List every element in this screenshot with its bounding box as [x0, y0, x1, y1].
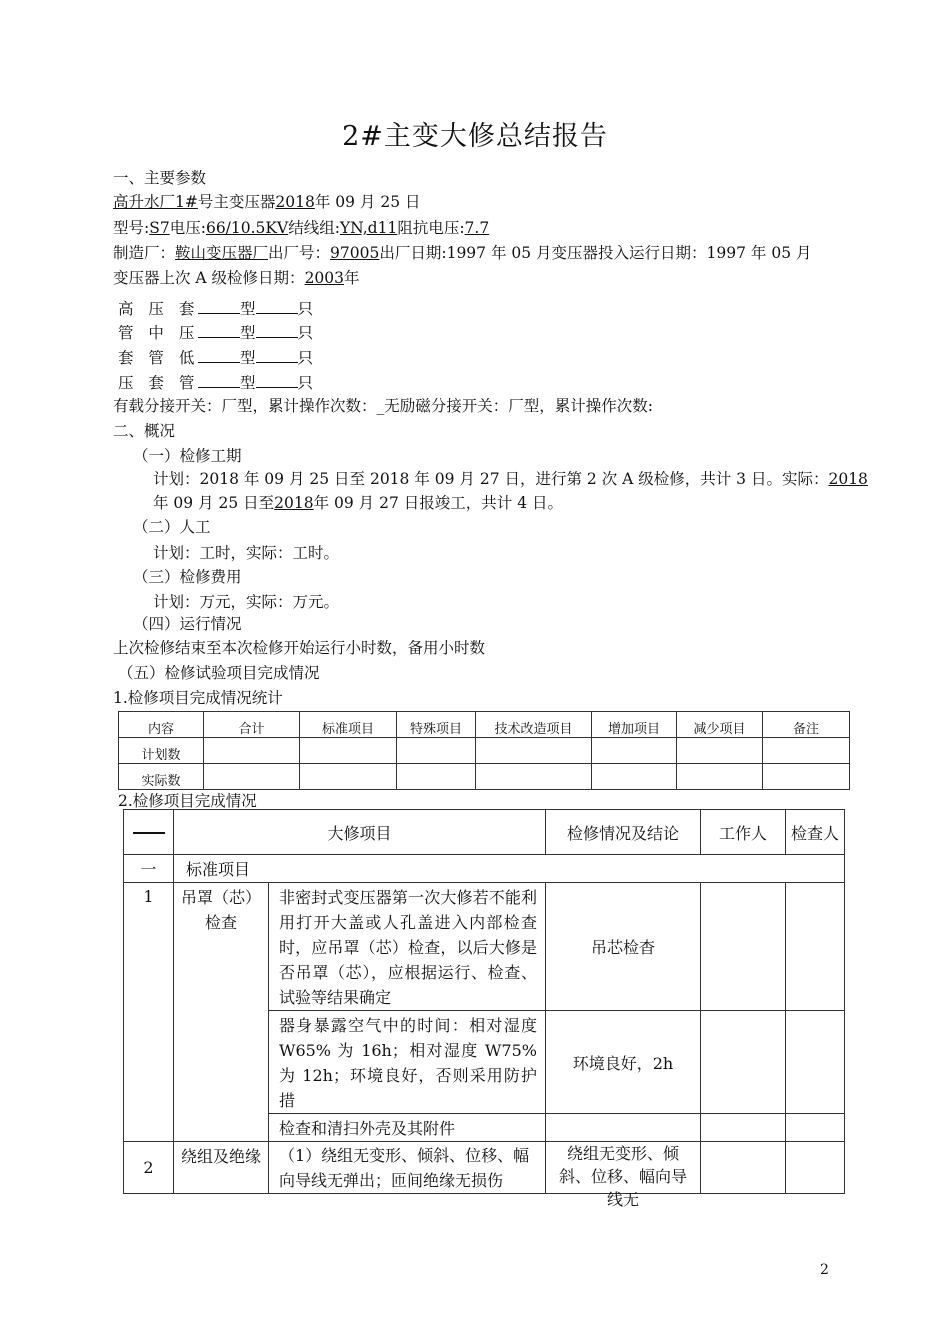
table-row [124, 1142, 845, 1194]
table-header: 内容 [119, 712, 204, 738]
sub-heading-operation: （四）运行情况 [133, 615, 242, 633]
schedule-actual-end: 年 09 月 27 日报竣工，共计 4 日。 [313, 494, 563, 512]
labor-text: 计划：工时，实际：工时。 [153, 544, 340, 562]
bushing-type: 型 [240, 300, 256, 318]
row-label: 实际数 [119, 764, 204, 790]
bushing-type: 型 [240, 374, 256, 392]
stat-table [118, 711, 850, 790]
item-description: （1）绕组无变形、倾斜、位移、幅向导线无弹出；匝间绝缘无损伤 [279, 1146, 530, 1190]
unit-no: 1# [175, 193, 198, 211]
bushing-label: 压 套 管 [118, 374, 200, 392]
bushing-row [118, 321, 313, 343]
date-tail: 年 09 月 25 日 [314, 193, 421, 211]
item-result: 吊芯检杳 [546, 883, 701, 1011]
item-number: 2 [124, 1142, 174, 1194]
sub-heading-cost: （三）检修费用 [133, 568, 242, 586]
table-header: 检修情况及结论 [546, 810, 701, 855]
header-number [124, 810, 174, 855]
section2-heading: 二、概况 [113, 422, 176, 440]
bushing-count: 只 [297, 300, 314, 318]
schedule-plan: 计划：2018 年 09 月 25 日至 2018 年 09 月 27 日，进行第 2 次 A 级检修，共计 3 日。实际： [153, 470, 829, 488]
table-row [124, 810, 845, 855]
date-year: 2018 [275, 193, 315, 211]
table-header: 特殊项目 [397, 712, 476, 738]
impedance-label: 阻抗电压: [397, 219, 465, 237]
table-header: 增加项目 [592, 712, 677, 738]
model-line [113, 218, 489, 238]
maker-value: 鞍山变压器厂 [175, 244, 269, 262]
connection-value: YN,d11 [339, 219, 398, 237]
stat-heading: 1.检修项目完成情况统计 [113, 689, 283, 707]
last-overhaul-label: 变压器上次 A 级检修日期： [113, 269, 305, 287]
table-row [119, 712, 850, 738]
operation-text: 上次检修结束至本次检修开始运行小时数，备用小时数 [113, 639, 486, 657]
item-description: 检查和清扫外壳及其附件 [269, 1114, 546, 1142]
voltage-value: 66/10.5KV [205, 219, 289, 237]
bushing-type: 型 [240, 324, 256, 342]
bushing-row [118, 297, 313, 319]
schedule-text-1 [153, 469, 868, 489]
bushing-row [118, 346, 313, 368]
item-result: 环境良好，2h [546, 1011, 701, 1114]
model-label: 型号: [113, 219, 150, 237]
tap-changer-line: 有载分接开关：厂型，累计操作次数：_无励磁分接开关：厂型，累计操作次数: [113, 397, 653, 415]
item-number: 1 [124, 883, 174, 1142]
item-description: 器身暴露空气中的时间：相对湿度 W65% 为 16h；相对湿度 W75% 为 12h；环境良好，否则采用防护措 [269, 1011, 546, 1114]
bushing-label: 套 管 低 [118, 349, 200, 367]
table-row [124, 855, 845, 883]
last-overhaul-line [113, 268, 360, 288]
transformer-line [113, 192, 421, 212]
detail-heading: 2.检修项目完成情况 [118, 792, 257, 810]
last-overhaul-unit: 年 [344, 269, 360, 287]
maker-line [113, 243, 811, 263]
voltage-label: 电压: [169, 219, 206, 237]
table-row [119, 764, 850, 790]
table-row [124, 883, 845, 1011]
item-name: 吊罩（芯）检查 [174, 883, 269, 1142]
schedule-actual-year: 2018 [828, 470, 868, 488]
table-header: 工作人 [701, 810, 786, 855]
group-number: 一 [124, 855, 174, 883]
item-description-cell [269, 1142, 546, 1194]
bushing-count: 只 [297, 324, 314, 342]
schedule-actual-end-year: 2018 [274, 494, 314, 512]
group-label: 标准项目 [174, 855, 845, 883]
model-value: S7 [149, 219, 170, 237]
serial-label: 出厂号： [268, 244, 331, 262]
bushing-type: 型 [240, 349, 256, 367]
sub-heading-schedule: （一）检修工期 [133, 447, 242, 465]
detail-table [123, 809, 845, 1209]
table-header: 合计 [204, 712, 300, 738]
table-header: 大修项目 [174, 810, 546, 855]
table-row [119, 738, 850, 764]
connection-label: 结线组: [288, 219, 340, 237]
table-header: 备注 [763, 712, 850, 738]
table-header: 减少项目 [677, 712, 763, 738]
serial-value: 97005 [330, 244, 380, 262]
impedance-value: 7.7 [464, 219, 490, 237]
bushing-count: 只 [297, 374, 314, 392]
item-name: 绕组及绝缘 [174, 1142, 269, 1194]
bushing-label: 管 中 压 [118, 324, 200, 342]
table-header: 检查人 [786, 810, 845, 855]
item-result: 绕组无变形、倾斜、位移、幅向导线无 [558, 1144, 687, 1209]
bushing-label: 高 压 套 [118, 300, 200, 318]
bushing-row [118, 371, 314, 392]
plant-name: 高升水厂 [113, 193, 176, 211]
section1-heading: 一、主要参数 [113, 169, 207, 187]
row-label: 计划数 [119, 738, 204, 764]
factory-dates: 出厂日期:1997 年 05 月变压器投入运行日期：1997 年 05 月 [379, 244, 812, 262]
sub-heading-completion: （五）检修试验项目完成情况 [118, 664, 320, 682]
bushing-count: 只 [297, 349, 314, 367]
item-result [546, 1114, 701, 1142]
maker-label: 制造厂： [113, 244, 176, 262]
item-result-cell [546, 1142, 701, 1209]
table-header: 标准项目 [300, 712, 397, 738]
page-number: 2 [820, 1262, 829, 1278]
page-title: 2#主变大修总结报告 [342, 121, 608, 152]
sub-heading-labor: （二）人工 [133, 518, 211, 536]
cost-text: 计划：万元，实际：万元。 [153, 593, 340, 611]
transformer-label: 号主变压器 [197, 193, 276, 211]
item-description: 非密封式变压器第一次大修若不能利用打开大盖或人孔盖进入内部检查时，应吊罩（芯）检查，以后大修是否吊罩（芯），应根据运行、检查、试验等结果确定 [269, 883, 546, 1011]
last-overhaul-year: 2003 [304, 269, 345, 287]
schedule-actual-start: 年 09 月 25 日至 [153, 494, 275, 512]
table-header: 技术改造项目 [476, 712, 592, 738]
schedule-text-2 [153, 493, 563, 513]
